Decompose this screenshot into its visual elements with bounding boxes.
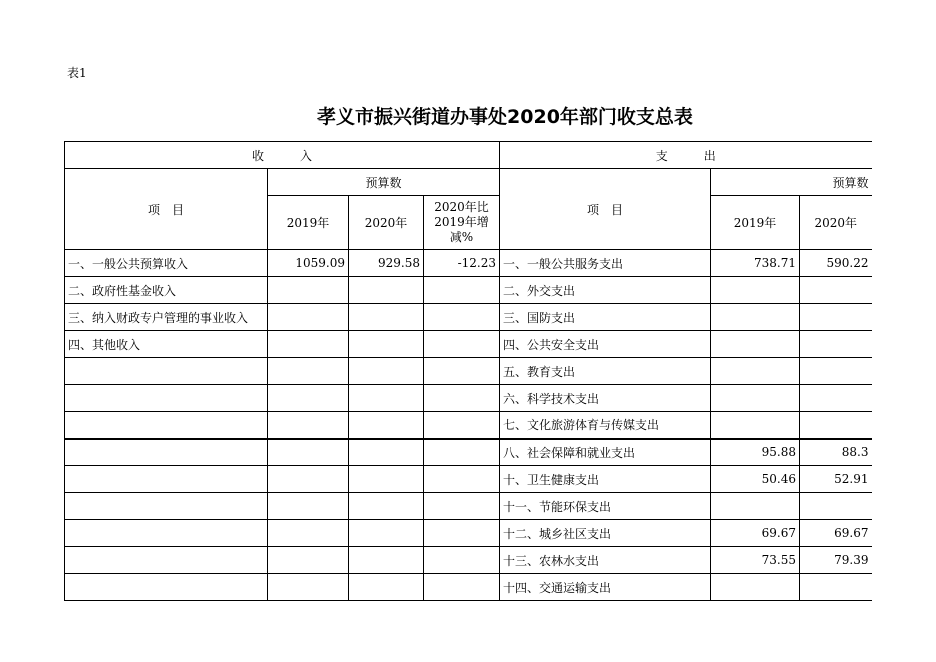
expense-2020-cell: 88.3 xyxy=(800,439,872,466)
income-change-cell xyxy=(424,520,500,547)
income-change-cell xyxy=(424,466,500,493)
income-item-cell: 三、纳入财政专户管理的事业收入 xyxy=(65,304,268,331)
income-2020-cell xyxy=(349,385,424,412)
expense-2020-cell: 79.39 xyxy=(800,547,872,574)
expense-2019-cell xyxy=(711,385,800,412)
page-title: 孝义市振兴街道办事处2020年部门收支总表 xyxy=(317,106,693,128)
income-change-cell xyxy=(424,547,500,574)
income-2020-cell xyxy=(349,493,424,520)
table-row xyxy=(65,331,872,358)
expense-2020-cell: 69.67 xyxy=(800,520,872,547)
table-row xyxy=(65,574,872,601)
income-2019-cell xyxy=(268,466,349,493)
expense-2020-cell: 52.91 xyxy=(800,466,872,493)
income-item-cell xyxy=(65,466,268,493)
expense-2019-cell: 95.88 xyxy=(711,439,800,466)
income-item-cell: 一、一般公共预算收入 xyxy=(65,250,268,277)
expense-2020-cell xyxy=(800,304,872,331)
income-2020-cell xyxy=(349,277,424,304)
expense-item-cell: 六、科学技术支出 xyxy=(500,385,711,412)
income-item-cell: 二、政府性基金收入 xyxy=(65,277,268,304)
expense-2019-cell xyxy=(711,304,800,331)
income-item-cell: 四、其他收入 xyxy=(65,331,268,358)
table-row xyxy=(65,385,872,412)
income-2019-cell xyxy=(268,574,349,601)
income-2019-cell: 1059.09 xyxy=(268,250,349,277)
expense-2019-cell xyxy=(711,493,800,520)
income-2019-cell xyxy=(268,547,349,574)
income-item-cell xyxy=(65,385,268,412)
expense-header: 支 出 xyxy=(500,142,872,169)
expense-2019-cell xyxy=(711,331,800,358)
income-2019-cell xyxy=(268,358,349,385)
expense-2020-cell xyxy=(800,358,872,385)
income-change-cell xyxy=(424,331,500,358)
expense-2020-cell xyxy=(800,412,872,439)
table-row xyxy=(65,493,872,520)
expense-2019-cell: 50.46 xyxy=(711,466,800,493)
income-2019-cell xyxy=(268,304,349,331)
expense-item-cell: 三、国防支出 xyxy=(500,304,711,331)
expense-2019-cell xyxy=(711,412,800,439)
income-change-cell xyxy=(424,304,500,331)
table-row xyxy=(65,304,872,331)
expense-item-cell: 五、教育支出 xyxy=(500,358,711,385)
expense-item-cell: 十二、城乡社区支出 xyxy=(500,520,711,547)
income-2020-cell xyxy=(349,304,424,331)
income-item-cell xyxy=(65,574,268,601)
income-2020-cell xyxy=(349,331,424,358)
expense-item-cell: 一、一般公共服务支出 xyxy=(500,250,711,277)
income-2020-cell xyxy=(349,574,424,601)
income-change-cell xyxy=(424,412,500,439)
expense-2019-cell: 738.71 xyxy=(711,250,800,277)
income-item-cell xyxy=(65,412,268,439)
income-2020-cell: 929.58 xyxy=(349,250,424,277)
income-change-cell xyxy=(424,439,500,466)
expense-2019-header: 2019年 xyxy=(711,196,800,250)
income-item-cell xyxy=(65,358,268,385)
expense-2019-cell xyxy=(711,574,800,601)
income-2019-cell xyxy=(268,412,349,439)
income-change-cell: -12.23 xyxy=(424,250,500,277)
expense-2020-cell xyxy=(800,493,872,520)
table-row xyxy=(65,466,872,493)
expense-item-cell: 二、外交支出 xyxy=(500,277,711,304)
income-2020-cell xyxy=(349,412,424,439)
income-2020-cell xyxy=(349,547,424,574)
budget-table xyxy=(64,141,872,601)
income-item-cell xyxy=(65,439,268,466)
income-change-cell xyxy=(424,574,500,601)
income-2019-cell xyxy=(268,385,349,412)
expense-item-cell: 十四、交通运输支出 xyxy=(500,574,711,601)
expense-2020-cell xyxy=(800,385,872,412)
expense-2020-cell xyxy=(800,574,872,601)
table-row xyxy=(65,520,872,547)
expense-2019-cell xyxy=(711,358,800,385)
expense-2020-cell xyxy=(800,331,872,358)
income-2019-cell xyxy=(268,277,349,304)
income-2020-cell xyxy=(349,520,424,547)
expense-item-cell: 十、卫生健康支出 xyxy=(500,466,711,493)
expense-2020-cell xyxy=(800,277,872,304)
income-change-cell xyxy=(424,358,500,385)
income-change-cell xyxy=(424,493,500,520)
expense-2019-cell: 73.55 xyxy=(711,547,800,574)
expense-item-cell: 十一、节能环保支出 xyxy=(500,493,711,520)
income-change-cell xyxy=(424,277,500,304)
income-2020-cell xyxy=(349,466,424,493)
income-header: 收 入 xyxy=(65,142,500,169)
table-row xyxy=(65,412,872,439)
income-item-cell xyxy=(65,520,268,547)
table-row xyxy=(65,358,872,385)
income-item-header: 项 目 xyxy=(65,169,268,250)
income-2020-cell xyxy=(349,358,424,385)
table-label: 表1 xyxy=(67,66,87,80)
expense-item-cell: 七、文化旅游体育与传媒支出 xyxy=(500,412,711,439)
table-row xyxy=(65,277,872,304)
income-2019-cell xyxy=(268,331,349,358)
income-2019-header: 2019年 xyxy=(268,196,349,250)
expense-item-header: 项 目 xyxy=(500,169,711,250)
table-row xyxy=(65,547,872,574)
expense-2020-cell: 590.22 xyxy=(800,250,872,277)
income-2020-cell xyxy=(349,439,424,466)
income-2019-cell xyxy=(268,439,349,466)
expense-2019-cell xyxy=(711,277,800,304)
income-change-header: 2020年比2019年增减% xyxy=(424,196,500,250)
income-2020-header: 2020年 xyxy=(349,196,424,250)
income-item-cell xyxy=(65,547,268,574)
expense-budget-header: 预算数 xyxy=(711,169,872,196)
table-row xyxy=(65,439,872,466)
income-2019-cell xyxy=(268,493,349,520)
expense-2020-header: 2020年 xyxy=(800,196,872,250)
table-row xyxy=(65,250,872,277)
income-change-cell xyxy=(424,385,500,412)
expense-2019-cell: 69.67 xyxy=(711,520,800,547)
expense-item-cell: 四、公共安全支出 xyxy=(500,331,711,358)
expense-item-cell: 十三、农林水支出 xyxy=(500,547,711,574)
income-2019-cell xyxy=(268,520,349,547)
income-budget-header: 预算数 xyxy=(268,169,500,196)
income-item-cell xyxy=(65,493,268,520)
expense-item-cell: 八、社会保障和就业支出 xyxy=(500,439,711,466)
